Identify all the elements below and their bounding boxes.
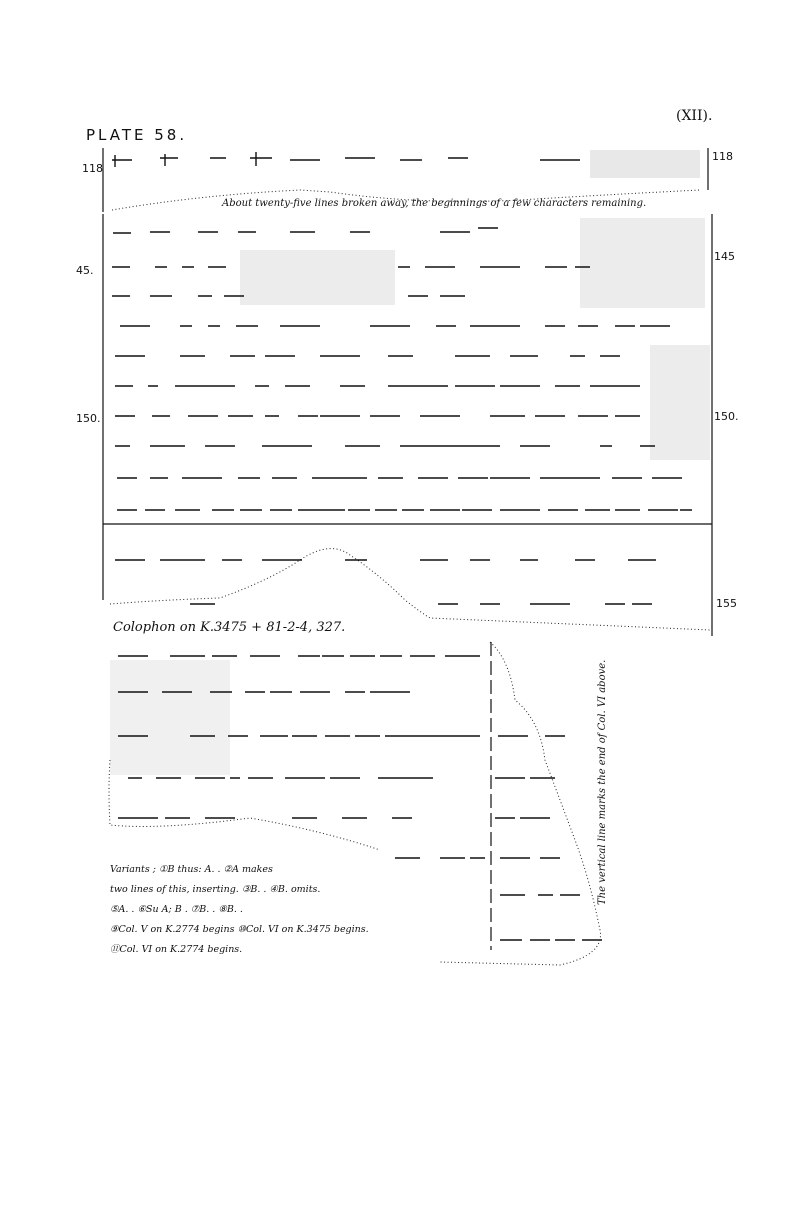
variant-line: ⑨Col. V on K.2774 begins ⑩Col. VI on K.3475 begins. — [110, 924, 369, 935]
cuneiform-line — [112, 152, 580, 167]
fracture-edge — [110, 549, 710, 630]
line-number-118-right: 118 — [712, 150, 733, 163]
line-number-145-right: 145 — [714, 250, 735, 263]
line-number-150-left: 150. — [76, 412, 101, 425]
plate-title: PLATE 58. — [86, 126, 188, 144]
colophon-heading: Colophon on K.3475 + 81-2-4, 327. — [113, 620, 346, 635]
cuneiform-line — [113, 228, 498, 233]
fracture-edge — [440, 642, 601, 965]
line-number-155-right: 155 — [716, 597, 737, 610]
variant-line: ⑤A. . ⑥Su A; B . ⑦B. . ⑧B. . — [110, 904, 243, 915]
stipple-patch — [590, 150, 700, 178]
line-number-45-left: 45. — [76, 264, 94, 277]
fracture-edge — [112, 190, 700, 210]
stipple-patch — [580, 218, 705, 308]
variant-line: Variants ; ①B thus: A. . ②A makes — [110, 864, 273, 875]
vertical-line-note: The vertical line marks the end of Col. VI above. — [597, 659, 608, 905]
stipple-damage — [110, 150, 710, 775]
plate-number: (XII). — [676, 108, 713, 124]
line-number-118-left: 118 — [82, 162, 103, 175]
stipple-patch — [110, 660, 230, 775]
stipple-patch — [240, 250, 395, 305]
variant-line: ⑪Col. VI on K.2774 begins. — [110, 944, 243, 955]
variant-line: two lines of this, inserting. ③B. . ④B. omits. — [110, 884, 321, 895]
stipple-patch — [650, 345, 710, 460]
broken-lines-note: About twenty-five lines broken away, the beginnings of a few characters remaining. — [222, 198, 647, 209]
line-number-150-right: 150. — [714, 410, 739, 423]
